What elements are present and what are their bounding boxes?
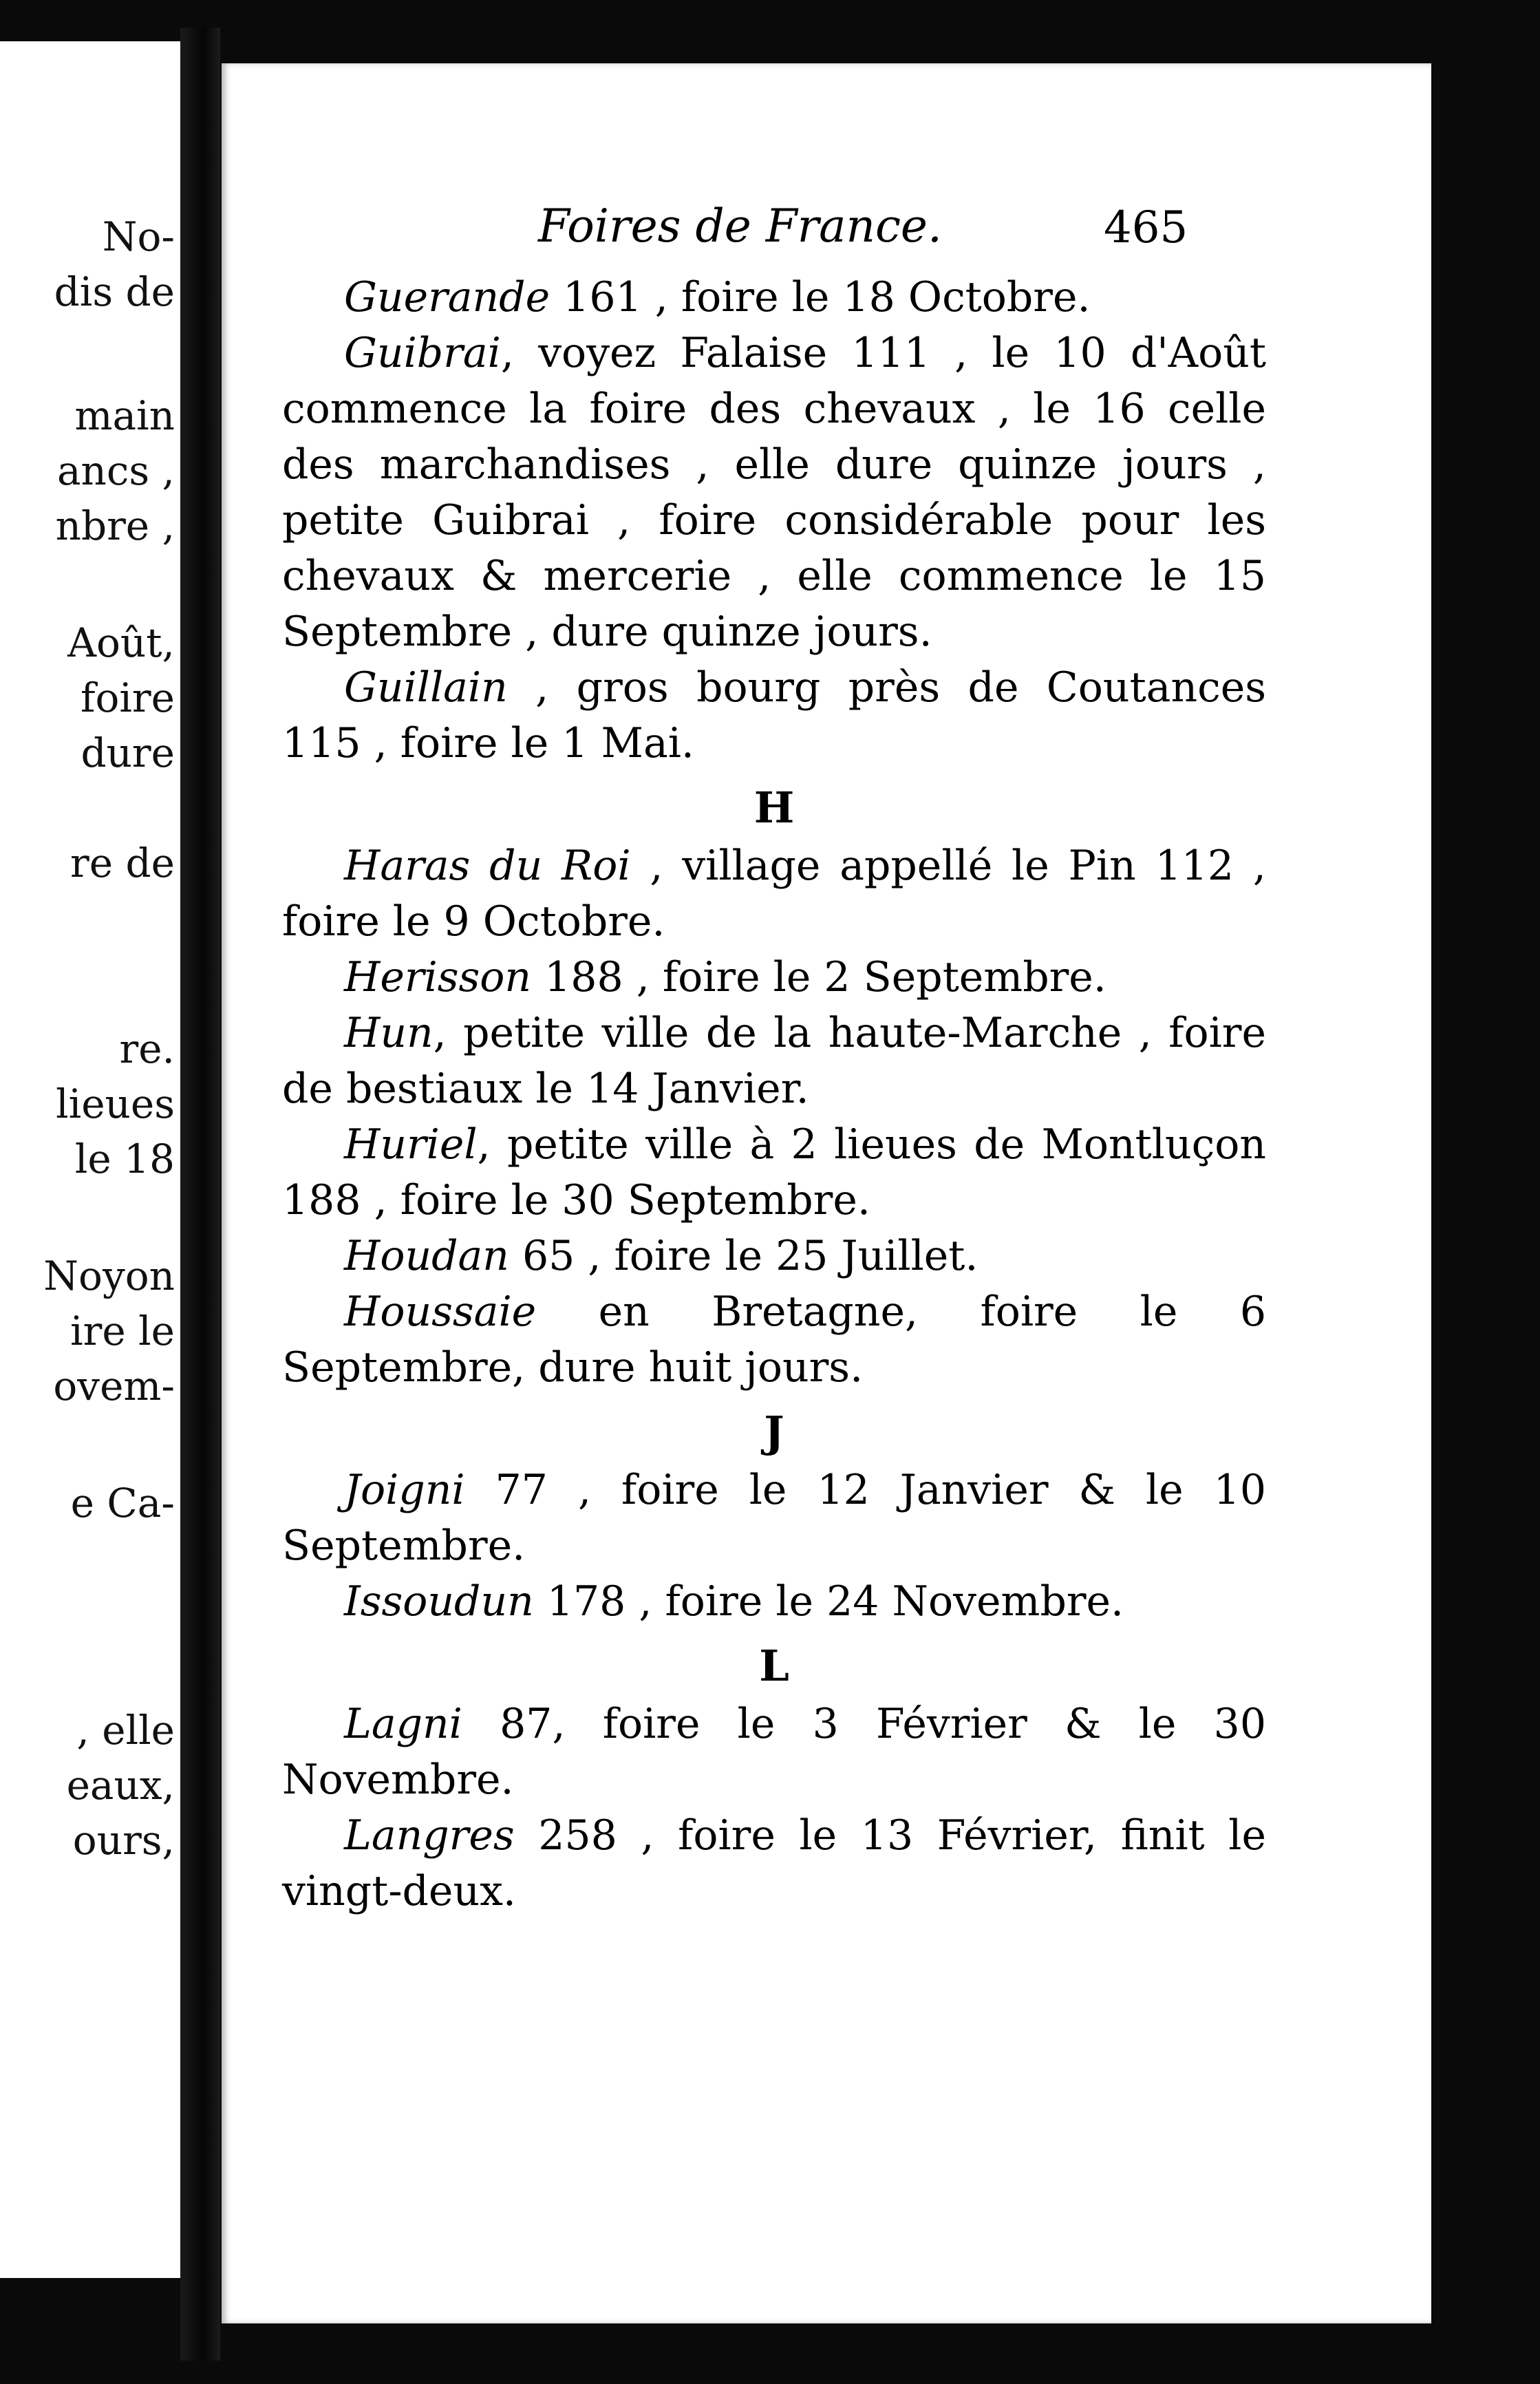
- left-page-line: dure: [81, 730, 175, 776]
- place-name: Issoudun: [344, 1577, 534, 1626]
- left-page-line: nbre ,: [55, 502, 175, 549]
- left-page-line: main: [74, 392, 175, 439]
- fair-entry: [282, 1228, 1266, 1284]
- left-page-line: re.: [119, 1025, 175, 1072]
- left-page-line: re de: [70, 840, 175, 886]
- fair-details: , voyez Falaise 111 , le 10 d'Août commence la foire des chevaux , le 16 celle des marchandises , elle dure quinze jours , petite Guibrai , foire considérable pour les chevaux & mercerie , elle commence le 15 Septembre , dure quinze jours.: [282, 329, 1266, 656]
- section-letter: H: [753, 783, 795, 833]
- fair-entry: [282, 1117, 1266, 1228]
- fair-details: 65 , foire le 25 Juillet.: [509, 1232, 978, 1280]
- place-name: Langres: [344, 1811, 515, 1860]
- fair-details: 178 , foire le 24 Novembre.: [533, 1577, 1124, 1626]
- fair-entry: [282, 1696, 1266, 1808]
- fair-details: , petite ville de la haute-Marche , foire de bestiaux le 14 Janvier.: [282, 1009, 1266, 1113]
- left-page-line: Août,: [67, 619, 175, 666]
- place-name: Guillain: [344, 663, 508, 712]
- section-letter: L: [759, 1641, 789, 1691]
- fair-entry: [282, 270, 1266, 326]
- left-page-line: ours,: [72, 1817, 175, 1864]
- running-title: Foires de France.: [538, 200, 942, 253]
- page-body: [282, 270, 1266, 1919]
- place-name: Lagni: [344, 1700, 462, 1748]
- fair-entry: [282, 326, 1266, 660]
- place-name: Guibrai: [344, 329, 501, 377]
- section-letter: J: [764, 1407, 784, 1457]
- fair-entry: [282, 1808, 1266, 1919]
- left-page-line: , elle: [76, 1707, 175, 1754]
- fair-details: , gros bourg près de Coutances 115 , foire le 1 Mai.: [282, 663, 1266, 767]
- place-name: Guerande: [344, 273, 550, 321]
- left-page-line: ovem-: [53, 1363, 175, 1409]
- left-page-line: dis de: [54, 268, 175, 315]
- fair-details: 258 , foire le 13 Février, finit le vingt-deux.: [282, 1811, 1266, 1915]
- place-name: Herisson: [344, 953, 532, 1001]
- left-page-line: eaux,: [66, 1762, 175, 1809]
- fair-details: 87, foire le 3 Février & le 30 Novembre.: [282, 1700, 1266, 1804]
- left-page-line: Noyon: [43, 1253, 175, 1299]
- fair-entry: [282, 1284, 1266, 1396]
- left-page-line: foire: [81, 674, 175, 721]
- place-name: Joigni: [344, 1466, 465, 1514]
- fair-details: , petite ville à 2 lieues de Montluçon 188 , foire le 30 Septembre.: [282, 1120, 1266, 1224]
- place-name: Huriel: [344, 1120, 478, 1169]
- place-name: Hun: [344, 1009, 434, 1057]
- left-page-line: ire le: [70, 1308, 175, 1354]
- book-gutter: [180, 28, 220, 2361]
- fair-details: 77 , foire le 12 Janvier & le 10 Septembre.: [282, 1466, 1266, 1570]
- left-page-line: lieues: [56, 1081, 175, 1127]
- fair-details: 188 , foire le 2 Septembre.: [531, 953, 1106, 1001]
- fair-details: , village appellé le Pin 112 , foire le 9 Octobre.: [282, 842, 1266, 946]
- left-page-fragment: [0, 41, 180, 2278]
- place-name: Houdan: [344, 1232, 509, 1280]
- fair-details: en Bretagne, foire le 6 Septembre, dure huit jours.: [282, 1288, 1266, 1392]
- place-name: Haras du Roi: [344, 842, 631, 890]
- fair-entry: [282, 1574, 1266, 1630]
- right-page: [222, 63, 1431, 2323]
- left-page-line: le 18: [74, 1136, 175, 1182]
- fair-entry: [282, 1462, 1266, 1574]
- fair-entry: [282, 660, 1266, 771]
- page-number: 465: [1104, 202, 1188, 253]
- fair-entry: [282, 1005, 1266, 1117]
- fair-entry: [282, 950, 1266, 1005]
- fair-entry: [282, 838, 1266, 950]
- left-page-line: ancs ,: [56, 447, 175, 494]
- left-page-line: e Ca-: [70, 1480, 175, 1526]
- page-header: [222, 200, 1431, 262]
- fair-details: 161 , foire le 18 Octobre.: [550, 273, 1091, 321]
- left-page-line: No-: [102, 213, 175, 260]
- place-name: Houssaie: [344, 1288, 537, 1336]
